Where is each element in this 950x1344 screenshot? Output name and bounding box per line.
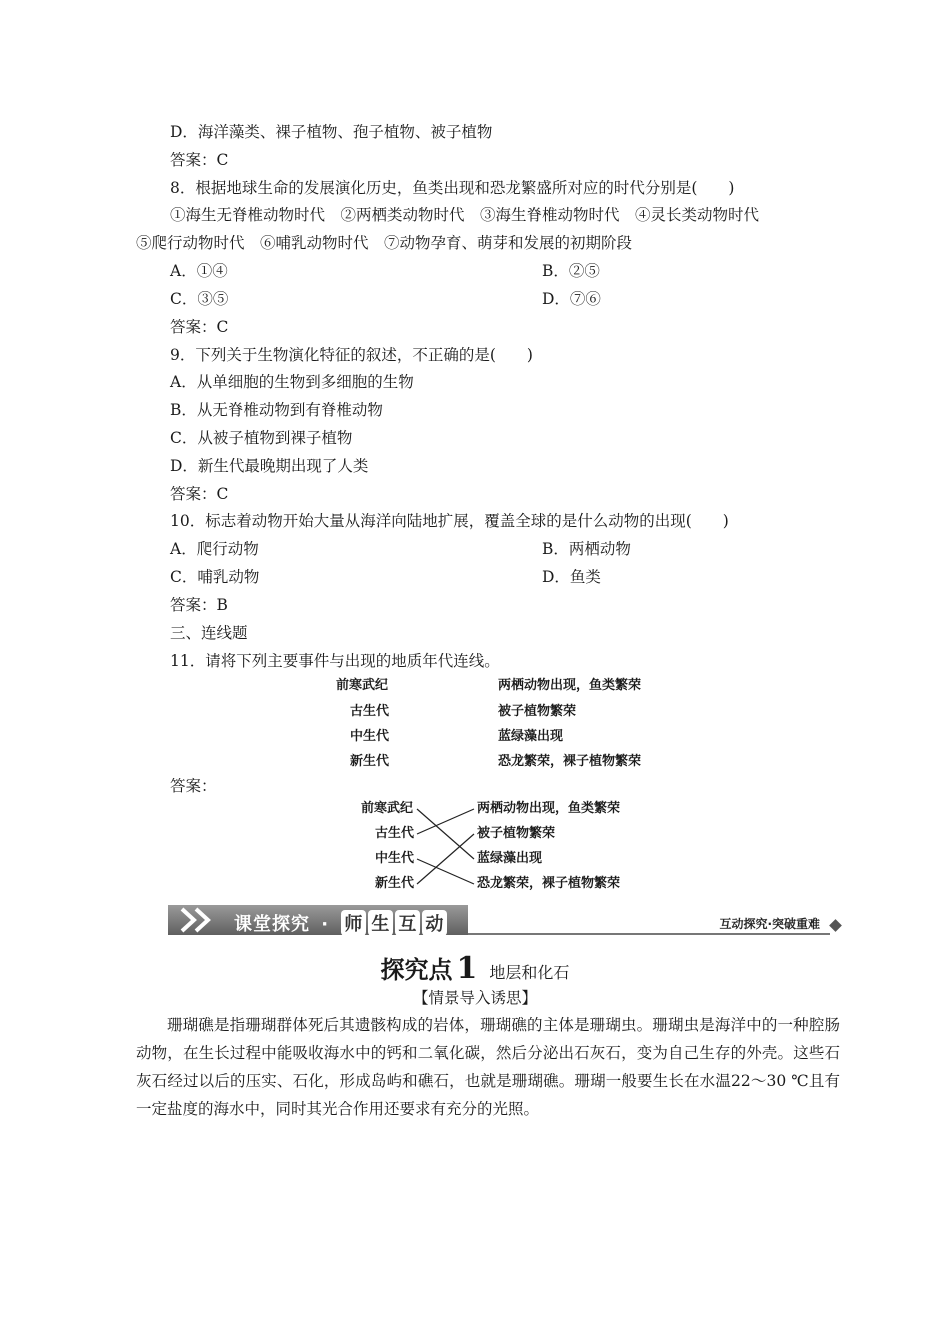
q9-option-c: C．从被子植物到裸子植物 bbox=[170, 429, 353, 447]
q11-answer-label: 答案： bbox=[170, 777, 217, 795]
q8-option-d: D．⑦⑥ bbox=[542, 290, 601, 308]
answer-era-paleozoic: 古生代 bbox=[375, 826, 415, 841]
banner-char-4: 动 bbox=[422, 910, 447, 936]
q7-option-d: D．海洋藻类、裸子植物、孢子植物、被子植物 bbox=[170, 123, 493, 141]
q8-option-a: A．①④ bbox=[170, 262, 228, 280]
banner-char-3: 互 bbox=[395, 910, 420, 936]
q8-option-b: B．②⑤ bbox=[542, 262, 600, 280]
answer-era-mesozoic: 中生代 bbox=[375, 851, 415, 866]
q10-option-d: D．鱼类 bbox=[542, 568, 601, 586]
event-dinosaurs: 恐龙繁荣，裸子植物繁荣 bbox=[498, 754, 642, 769]
section-banner bbox=[168, 903, 840, 939]
diamond-icon bbox=[829, 919, 842, 932]
section3-title: 三、连线题 bbox=[170, 624, 248, 642]
banner-title-a: 课堂探究 bbox=[234, 914, 310, 935]
connector-line-1 bbox=[417, 809, 474, 859]
event-cyanobacteria: 蓝绿藻出现 bbox=[498, 729, 564, 744]
q8-stem: 8．根据地球生命的发展演化历史，鱼类出现和恐龙繁盛所对应的时代分别是( ) bbox=[170, 179, 735, 197]
q10-option-a: A．爬行动物 bbox=[170, 540, 259, 558]
section-label: 探究点 bbox=[380, 956, 453, 984]
event-angiosperms: 被子植物繁荣 bbox=[498, 704, 577, 719]
chevron-arrows-icon bbox=[176, 905, 236, 935]
answer-era-precambrian: 前寒武纪 bbox=[361, 801, 414, 816]
q9-option-b: B．从无脊椎动物到有脊椎动物 bbox=[170, 401, 383, 419]
banner-title bbox=[234, 910, 448, 936]
section-number: 1 bbox=[456, 951, 478, 986]
q10-option-c: C．哺乳动物 bbox=[170, 568, 260, 586]
banner-right-text: 互动探究·突破重难 bbox=[719, 917, 820, 931]
q9-option-d: D．新生代最晚期出现了人类 bbox=[170, 457, 369, 475]
q8-list-line1: ①海生无脊椎动物时代 ②两栖类动物时代 ③海生脊椎动物时代 ④灵长类动物时代 bbox=[170, 206, 760, 224]
q10-answer: 答案：B bbox=[170, 596, 228, 614]
era-mesozoic: 中生代 bbox=[350, 729, 390, 744]
banner-char-2: 生 bbox=[368, 910, 393, 936]
era-cenozoic: 新生代 bbox=[350, 754, 390, 769]
connector-line-4 bbox=[417, 834, 474, 884]
section-topic: 地层和化石 bbox=[489, 963, 570, 982]
era-paleozoic: 古生代 bbox=[350, 704, 390, 719]
q8-list-line2: ⑤爬行动物时代 ⑥哺乳动物时代 ⑦动物孕育、萌芽和发展的初期阶段 bbox=[136, 234, 633, 252]
q9-answer: 答案：C bbox=[170, 485, 229, 503]
answer-era-cenozoic: 新生代 bbox=[375, 876, 415, 891]
answer-event-amphibians: 两栖动物出现，鱼类繁荣 bbox=[477, 801, 621, 816]
section-heading bbox=[0, 950, 950, 986]
banner-rule bbox=[468, 933, 830, 935]
era-precambrian: 前寒武纪 bbox=[336, 678, 389, 693]
answer-event-angiosperms: 被子植物繁荣 bbox=[477, 826, 556, 841]
section-subtitle: 【情景导入诱思】 bbox=[412, 989, 537, 1007]
q9-option-a: A．从单细胞的生物到多细胞的生物 bbox=[170, 373, 414, 391]
q10-stem: 10．标志着动物开始大量从海洋向陆地扩展，覆盖全球的是什么动物的出现( ) bbox=[170, 512, 729, 530]
q8-answer: 答案：C bbox=[170, 318, 229, 336]
q11-stem: 11．请将下列主要事件与出现的地质年代连线。 bbox=[170, 652, 500, 670]
q7-answer: 答案：C bbox=[170, 151, 229, 169]
answer-event-cyanobacteria: 蓝绿藻出现 bbox=[477, 851, 543, 866]
connector-line-2 bbox=[417, 809, 474, 834]
event-amphibians: 两栖动物出现，鱼类繁荣 bbox=[498, 678, 642, 693]
answer-event-dinosaurs: 恐龙繁荣，裸子植物繁荣 bbox=[477, 876, 621, 891]
q9-stem: 9．下列关于生物演化特征的叙述，不正确的是( ) bbox=[170, 346, 533, 364]
banner-char-1: 师 bbox=[341, 910, 366, 936]
banner-bar bbox=[168, 905, 468, 935]
q10-option-b: B．两栖动物 bbox=[542, 540, 631, 558]
connector-line-3 bbox=[417, 859, 474, 884]
passage-paragraph: 珊瑚礁是指珊瑚群体死后其遗骸构成的岩体，珊瑚礁的主体是珊瑚虫。珊瑚虫是海洋中的一种腔肠动物，在生长过程中能吸收海水中的钙和二氧化碳，然后分泌出石灰石，变为自己生存的外壳。这些石灰石经过以后的压实、石化，形成岛屿和礁石，也就是珊瑚礁。珊瑚一般要生长在水温22～30 ℃且有一定盐度的海水中，同时其光合作用还要求有充分的光照。 bbox=[136, 1016, 840, 1118]
q8-option-c: C．③⑤ bbox=[170, 290, 229, 308]
banner-dot: · bbox=[321, 914, 330, 935]
